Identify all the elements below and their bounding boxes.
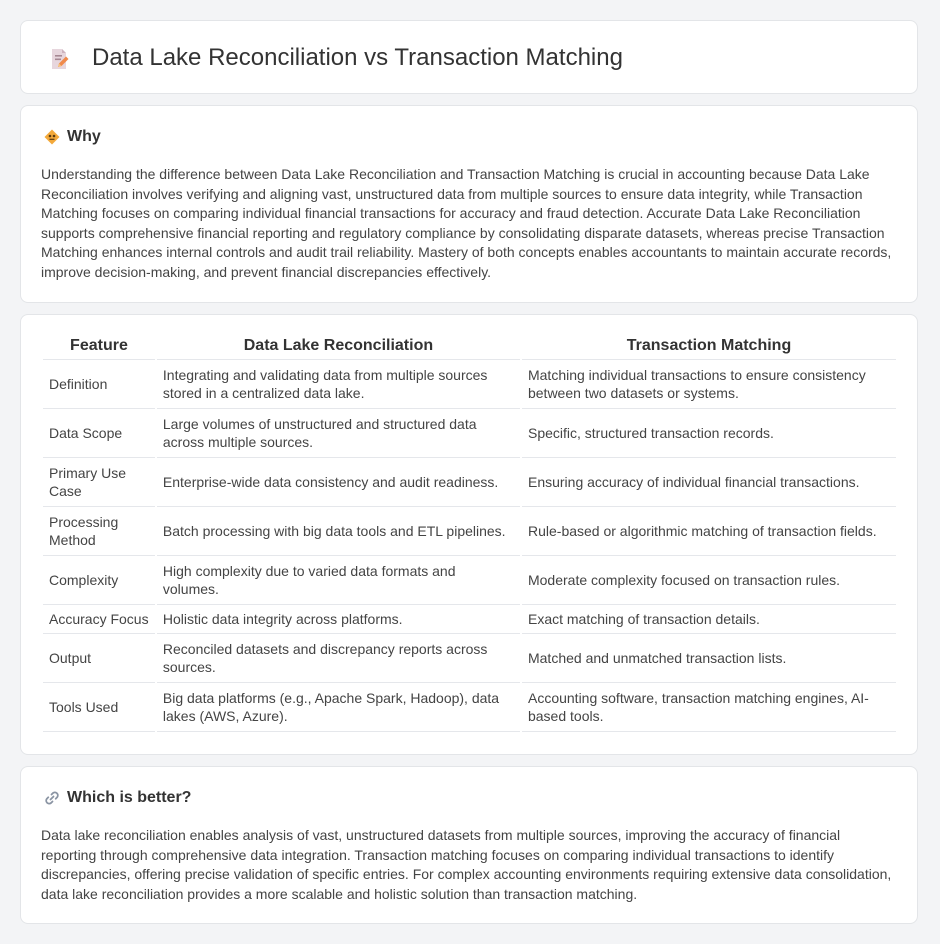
transaction-matching-cell: Exact matching of transaction details. [522,605,896,634]
feature-cell: Processing Method [43,507,155,556]
table-row [43,605,896,634]
transaction-matching-cell: Specific, structured transaction records. [522,409,896,458]
warning-diamond-icon [43,128,61,146]
data-lake-cell: Large volumes of unstructured and structured data across multiple sources. [157,409,520,458]
transaction-matching-cell: Moderate complexity focused on transaction rules. [522,556,896,605]
header-card [20,20,918,94]
data-lake-cell: Reconciled datasets and discrepancy reports across sources. [157,634,520,683]
data-lake-cell: High complexity due to varied data formats and volumes. [157,556,520,605]
data-lake-cell: Enterprise-wide data consistency and audit readiness. [157,458,520,507]
transaction-matching-cell: Accounting software, transaction matching engines, AI-based tools. [522,683,896,732]
feature-cell: Tools Used [43,683,155,732]
why-body: Understanding the difference between Data Lake Reconciliation and Transaction Matching is crucial in accounting because Data Lake Reconciliation involves verifying and aligning vast, unstructured data from multiple sources to ensure data integrity, while Transaction Matching focuses on comparing individual financial transactions for accuracy and fraud detection. Accurate Data Lake Reconciliation supports comprehensive financial reporting and regulatory compliance by consolidating disparate datasets, whereas precise Transaction Matching enhances internal controls and audit trail reliability. Mastery of both concepts enables accountants to maintain accurate records, improve decision-making, and prevent financial discrepancies effectively. [41,166,892,280]
document-edit-icon [47,47,71,71]
link-icon [43,789,61,807]
feature-cell: Data Scope [43,409,155,458]
transaction-matching-cell: Matched and unmatched transaction lists. [522,634,896,683]
comparison-table-card [20,314,918,755]
data-lake-cell: Big data platforms (e.g., Apache Spark, Hadoop), data lakes (AWS, Azure). [157,683,520,732]
table-header-row [43,335,896,360]
header-transaction-matching: Transaction Matching [522,335,896,360]
which-is-better-section [20,766,918,924]
data-lake-cell: Integrating and validating data from multiple sources stored in a centralized data lake. [157,360,520,409]
which-is-better-body: Data lake reconciliation enables analysis of vast, unstructured datasets from multiple sources, improving the accuracy of financial reporting through comprehensive data integration. Transaction matching focuses on comparing individual transactions to identify discrepancies, offering precise validation of specific entries. For complex accounting environments requiring extensive data consolidation, data lake reconciliation provides a more scalable and holistic solution than transaction matching. [41,827,892,902]
header-data-lake: Data Lake Reconciliation [157,335,520,360]
feature-cell: Primary Use Case [43,458,155,507]
comparison-table [41,335,898,732]
page-title: Data Lake Reconciliation vs Transaction Matching [92,44,623,71]
transaction-matching-cell: Matching individual transactions to ensure consistency between two datasets or systems. [522,360,896,409]
header-feature: Feature [43,335,155,360]
table-row [43,458,896,507]
table-row [43,360,896,409]
table-row [43,683,896,732]
data-lake-cell: Holistic data integrity across platforms. [157,605,520,634]
transaction-matching-cell: Ensuring accuracy of individual financial transactions. [522,458,896,507]
why-title: Why [67,128,101,145]
table-row [43,634,896,683]
feature-cell: Output [43,634,155,683]
why-section [20,105,918,303]
data-lake-cell: Batch processing with big data tools and ETL pipelines. [157,507,520,556]
which-is-better-title: Which is better? [67,789,192,806]
table-row [43,507,896,556]
transaction-matching-cell: Rule-based or algorithmic matching of transaction fields. [522,507,896,556]
table-row [43,409,896,458]
feature-cell: Complexity [43,556,155,605]
feature-cell: Accuracy Focus [43,605,155,634]
feature-cell: Definition [43,360,155,409]
table-row [43,556,896,605]
